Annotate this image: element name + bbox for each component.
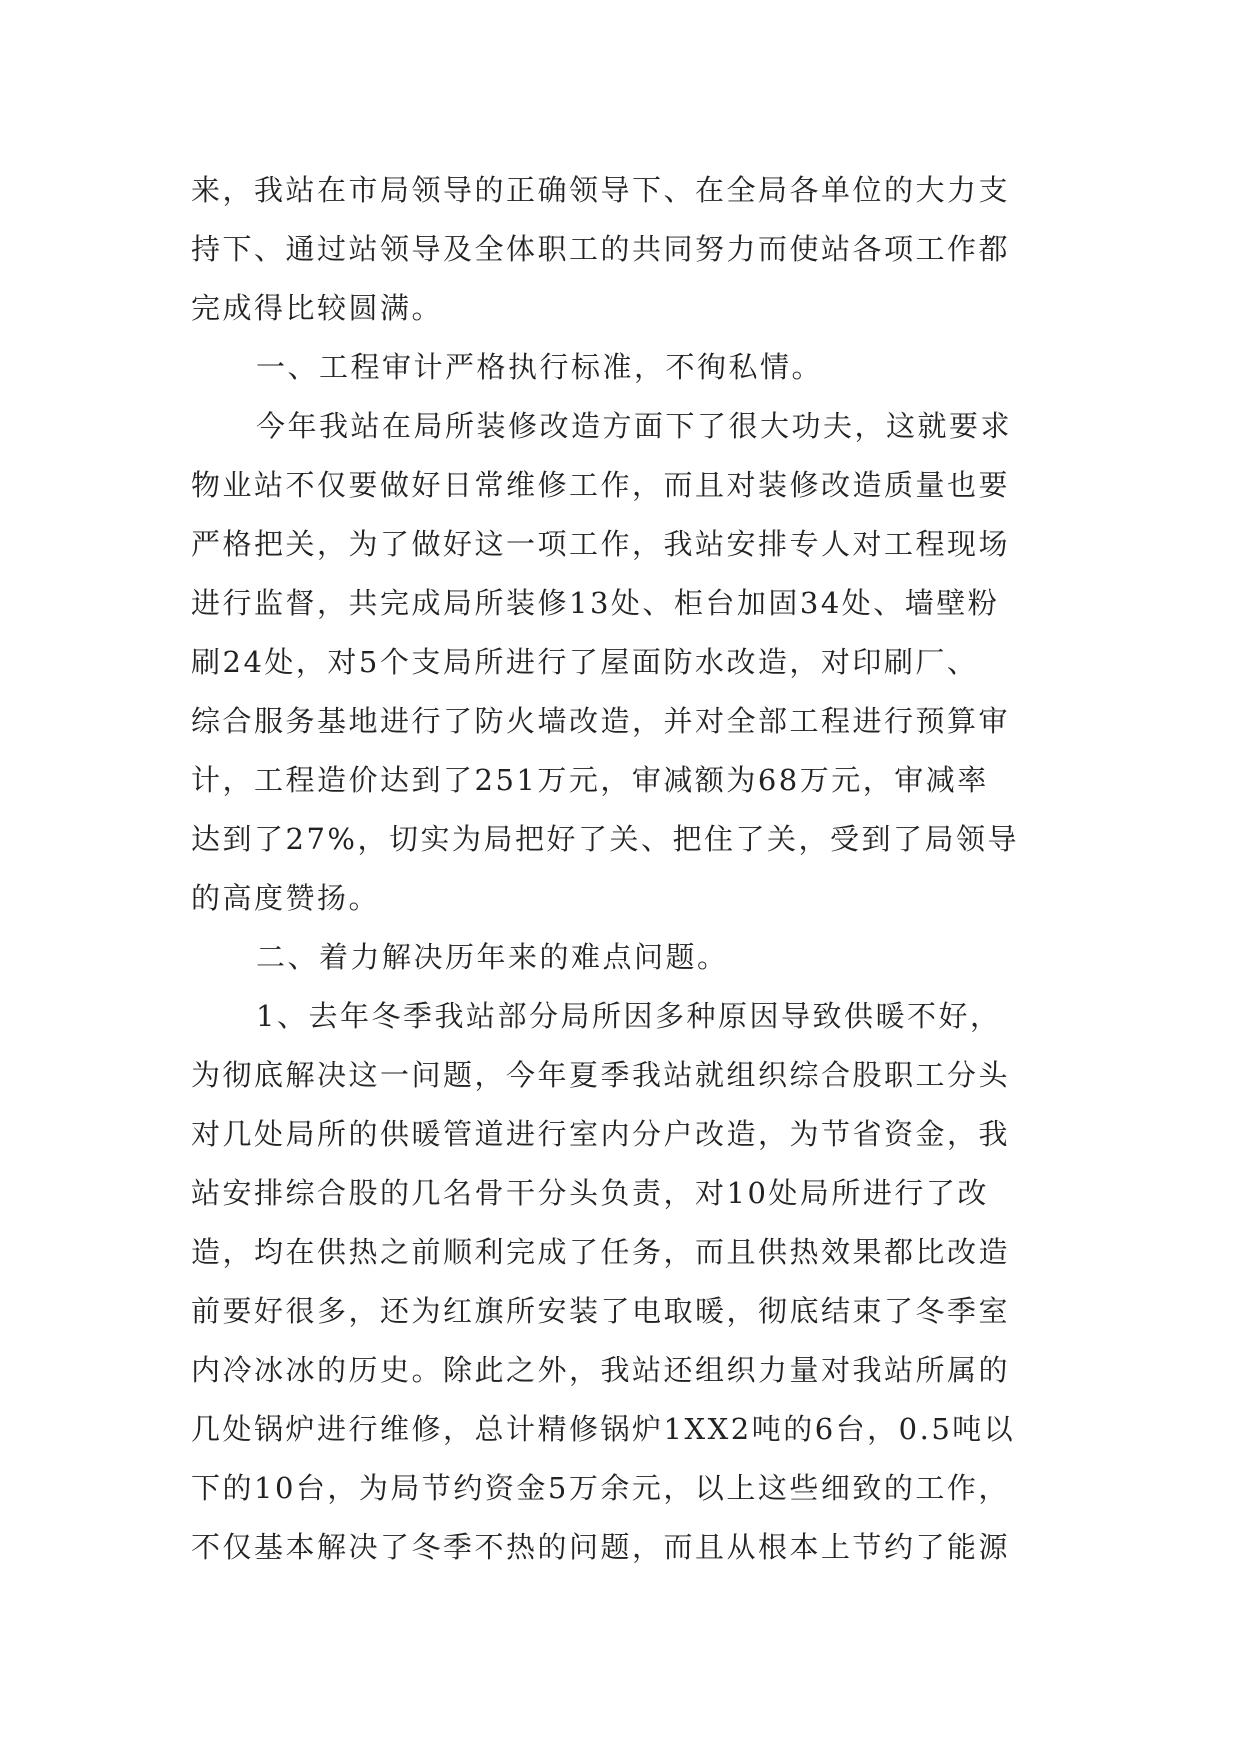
text-line: 1、去年冬季我站部分局所因多种原因导致供暖不好， xyxy=(256,999,1002,1033)
text-line: 持下、通过站领导及全体职工的共同努力而使站各项工作都 xyxy=(191,232,1011,266)
text-line: 的高度赞扬。 xyxy=(191,881,381,915)
section-heading-1: 一、工程审计严格执行标准，不徇私情。 xyxy=(256,350,824,384)
section-heading-2: 二、着力解决历年来的难点问题。 xyxy=(256,940,729,974)
text-line: 为彻底解决这一问题，今年夏季我站就组织综合股职工分头 xyxy=(191,1058,1011,1092)
text-line: 计，工程造价达到了251万元，审减额为68万元，审减率 xyxy=(191,763,989,797)
text-line: 对几处局所的供暖管道进行室内分户改造，为节省资金，我 xyxy=(191,1117,1011,1151)
text-line: 达到了27%，切实为局把好了关、把住了关，受到了局领导 xyxy=(191,822,1019,856)
text-line: 不仅基本解决了冬季不热的问题，而且从根本上节约了能源 xyxy=(191,1530,1011,1564)
text-line: 刷24处，对5个支局所进行了屋面防水改造，对印刷厂、 xyxy=(191,645,979,679)
text-line: 下的10台，为局节约资金5万余元，以上这些细致的工作， xyxy=(191,1471,1010,1505)
document-body xyxy=(191,161,1071,1577)
text-line: 前要好很多，还为红旗所安装了电取暖，彻底结束了冬季室 xyxy=(191,1294,1011,1328)
text-line: 内冷冰冰的历史。除此之外，我站还组织力量对我站所属的 xyxy=(191,1353,1011,1387)
text-line: 站安排综合股的几名骨干分头负责，对10处局所进行了改 xyxy=(191,1176,989,1210)
text-line: 几处锅炉进行维修，总计精修锅炉1XX2吨的6台，0.5吨以 xyxy=(191,1412,1016,1446)
text-line: 严格把关，为了做好这一项工作，我站安排专人对工程现场 xyxy=(191,527,1011,561)
text-line: 来，我站在市局领导的正确领导下、在全局各单位的大力支 xyxy=(191,173,1011,207)
text-line: 今年我站在局所装修改造方面下了很大功夫，这就要求 xyxy=(256,409,1013,443)
text-line: 造，均在供热之前顺利完成了任务，而且供热效果都比改造 xyxy=(191,1235,1011,1269)
text-line: 完成得比较圆满。 xyxy=(191,291,444,325)
text-line: 综合服务基地进行了防火墙改造，并对全部工程进行预算审 xyxy=(191,704,1011,738)
text-line: 物业站不仅要做好日常维修工作，而且对装修改造质量也要 xyxy=(191,468,1011,502)
text-line: 进行监督，共完成局所装修13处、柜台加固34处、墙壁粉 xyxy=(191,586,1000,620)
